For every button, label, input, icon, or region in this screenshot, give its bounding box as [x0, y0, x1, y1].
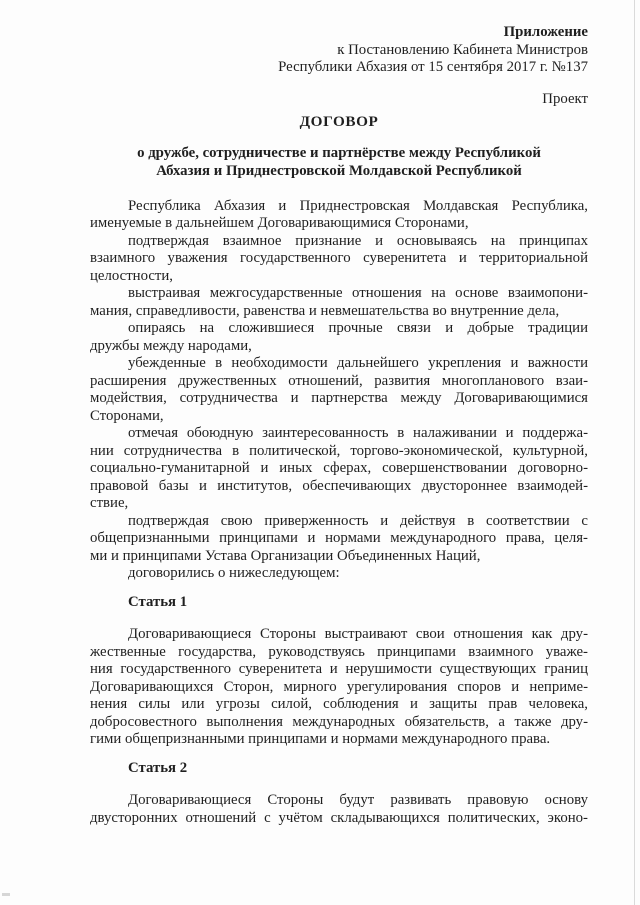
preamble-paragraph [90, 198, 588, 233]
article-2 [90, 760, 588, 828]
article-1 [90, 594, 588, 749]
preamble-paragraph [90, 233, 588, 286]
text-line: выстраивая межгосударственные отношения на основе взаимопони- [128, 285, 588, 301]
text-line: договорились о нижеследующем: [128, 565, 340, 581]
article-2-heading: Статья 2 [128, 759, 188, 776]
text-line: Сторонами, [90, 407, 164, 424]
article-1-heading: Статья 1 [128, 593, 188, 610]
scan-edge-artifact [634, 0, 635, 905]
text-line: социально-гуманитарной и иных сферах, совершенствовании договорно- [90, 460, 588, 476]
text-line: двусторонних отношений с учётом складывающихся политических, эконо- [90, 809, 588, 826]
text-line: Договаривающиеся Стороны будут развивать правовую основу [128, 792, 588, 808]
text-line: расширения дружественных отношений, развития многопланового взаи- [90, 372, 588, 389]
text-line: гими общепризнанными принципами и нормами международного права. [90, 731, 551, 747]
text-line: ния государственного суверенитета и нерушимости существующих границ [90, 661, 588, 677]
text-line: жественные государства, руководствуясь принципами взаимного уваже- [90, 643, 588, 660]
document-title: ДОГОВОР [299, 113, 379, 130]
resolution-line-2: Республики Абхазия от 15 сентября 2017 г. №137 [278, 59, 588, 75]
subtitle-line-2: Абхазия и Приднестровской Молдавской Республикой [156, 163, 522, 179]
subtitle-line-1: о дружбе, сотрудничестве и партнёрстве между Республикой [137, 144, 541, 161]
text-line: нения силы или угрозы силой, соблюдения и защиты прав человека, [90, 696, 588, 712]
text-line: опираясь на сложившиеся прочные связи и добрые традиции [128, 320, 588, 336]
preamble-paragraph [90, 285, 588, 320]
text-line: отмечая обоюдную заинтересованность в налаживании и поддержа- [128, 425, 588, 441]
text-line: дружбы между народами, [90, 337, 252, 354]
text-line: общепризнанными принципами и нормами международного права, целя- [90, 530, 588, 546]
text-line: модействия, сотрудничества и партнерства между Договаривающимися [90, 390, 588, 406]
resolution-line-1: к Постановлению Кабинета Министров [337, 41, 588, 58]
preamble-paragraph [90, 355, 588, 425]
text-line: Договаривающихся Сторон, мирного урегулирования споров и неприме- [90, 678, 588, 695]
text-line: правовой базы и институтов, обеспечивающих двустороннее взаимодей- [90, 477, 588, 494]
scan-mark-artifact [2, 893, 10, 896]
article-1-paragraph [90, 626, 588, 749]
text-line: добросовестного выполнения международных обязательств, а также дру- [90, 713, 588, 730]
appendix-note [90, 24, 588, 77]
preamble-paragraph [90, 320, 588, 355]
document-subtitle [90, 144, 588, 181]
appendix-label: Приложение [503, 24, 588, 40]
text-line: подтверждая взаимное признание и основываясь на принципах [128, 232, 588, 249]
text-line: именуемые в дальнейшем Договаривающимися Сторонами, [90, 215, 469, 231]
preamble-paragraph [90, 425, 588, 513]
text-line: ми и принципами Устава Организации Объединенных Наций, [90, 547, 481, 564]
article-2-paragraph [90, 792, 588, 827]
draft-label: Проект [542, 90, 588, 107]
text-line: нии сотрудничества в политической, торгово-экономической, культурной, [90, 442, 588, 459]
text-line: взаимного уважения государственного суверенитета и территориальной [90, 250, 588, 266]
text-line: мания, справедливости, равенства и невмешательства во внутренние дела, [90, 302, 560, 319]
text-line: целостности, [90, 267, 174, 284]
preamble-paragraph [90, 513, 588, 566]
preamble-paragraph [90, 565, 588, 583]
text-line: убежденные в необходимости дальнейшего укрепления и важности [128, 355, 588, 371]
preamble [90, 198, 588, 583]
text-line: Договаривающиеся Стороны выстраивают свои отношения как дру- [128, 626, 588, 642]
text-line: подтверждая свою приверженность и действуя в соответствии с [128, 512, 588, 529]
text-line: ствие, [90, 495, 129, 511]
text-line: Республика Абхазия и Приднестровская Молдавская Республика, [128, 197, 588, 214]
